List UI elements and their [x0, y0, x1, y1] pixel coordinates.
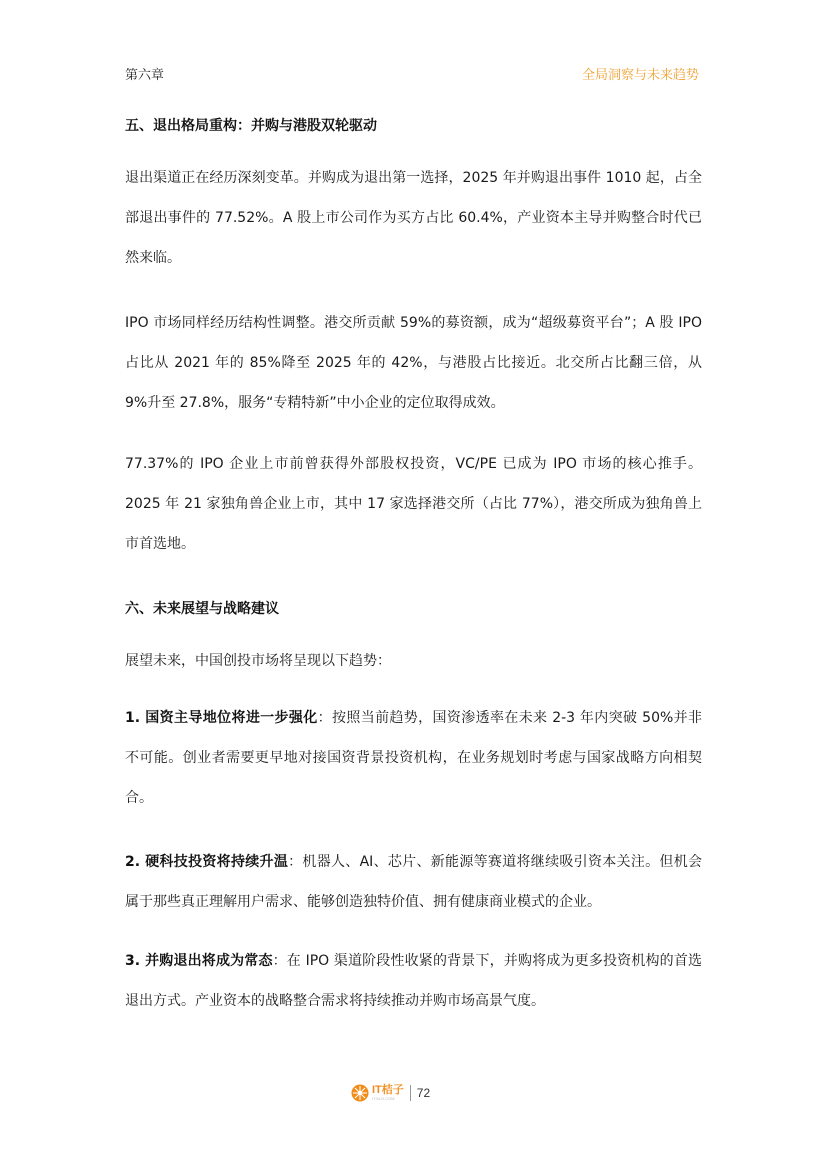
- section5-paragraph-3: 77.37%的 IPO 企业上市前曾获得外部股权投资，VC/PE 已成为 IPO 市场的核心推手。2025 年 21 家独角兽企业上市，其中 17 家选择港交所（占比 77%），港交所成为独角兽上市首选地。: [125, 456, 702, 552]
- page-number: 72: [416, 1086, 431, 1100]
- trend-item-2: [125, 842, 702, 922]
- brand-logo-subtext: ITJUZI.COM: [372, 1096, 395, 1101]
- orange-logo-icon: [351, 1084, 369, 1102]
- brand-logo: [372, 1085, 404, 1101]
- section5-heading: 五、退出格局重构：并购与港股双轮驱动: [125, 118, 377, 134]
- brand-logo-text: IT桔子: [372, 1084, 404, 1096]
- chapter-label: 第六章: [125, 68, 165, 83]
- footer-divider: [410, 1085, 411, 1101]
- trend-item-1-text: ：按照当前趋势，国资渗透率在未来 2-3 年内突破 50%并非不可能。创业者需要更早地对接国资背景投资机构，在业务规划时考虑与国家战略方向相契合。: [125, 710, 702, 806]
- trend-item-1: [125, 698, 702, 818]
- trend-item-3-text: ：在 IPO 渠道阶段性收紧的背景下，并购将成为更多投资机构的首选退出方式。产业资本的战略整合需求将持续推动并购市场高景气度。: [125, 953, 702, 1009]
- trend-item-2-lead: 2. 硬科技投资将持续升温: [125, 854, 289, 870]
- section6-intro: 展望未来，中国创投市场将呈现以下趋势：: [125, 653, 391, 669]
- trend-item-3: [125, 941, 702, 1021]
- page-footer: [351, 1082, 430, 1104]
- section5-paragraph-1: 退出渠道正在经历深刻变革。并购成为退出第一选择，2025 年并购退出事件 1010 起，占全部退出事件的 77.52%。A 股上市公司作为买方占比 60.4%，产业资本主导并购整合时代已然来临。: [125, 170, 702, 266]
- section6-heading: 六、未来展望与战略建议: [125, 601, 279, 617]
- section5-paragraph-2: IPO 市场同样经历结构性调整。港交所贡献 59%的募资额，成为“超级募资平台”；A 股 IPO 占比从 2021 年的 85%降至 2025 年的 42%，与港股占比接近。北交所占比翻三倍，从 9%升至 27.8%，服务“专精特新”中小企业的定位取得成效。: [125, 315, 702, 411]
- trend-item-1-lead: 1. 国资主导地位将进一步强化: [125, 710, 318, 726]
- section-header-title: 全局洞察与未来趋势: [581, 68, 699, 83]
- trend-item-3-lead: 3. 并购退出将成为常态: [125, 953, 273, 969]
- trend-item-2-text: ：机器人、AI、芯片、新能源等赛道将继续吸引资本关注。但机会属于那些真正理解用户需求、能够创造独特价值、拥有健康商业模式的企业。: [125, 854, 702, 910]
